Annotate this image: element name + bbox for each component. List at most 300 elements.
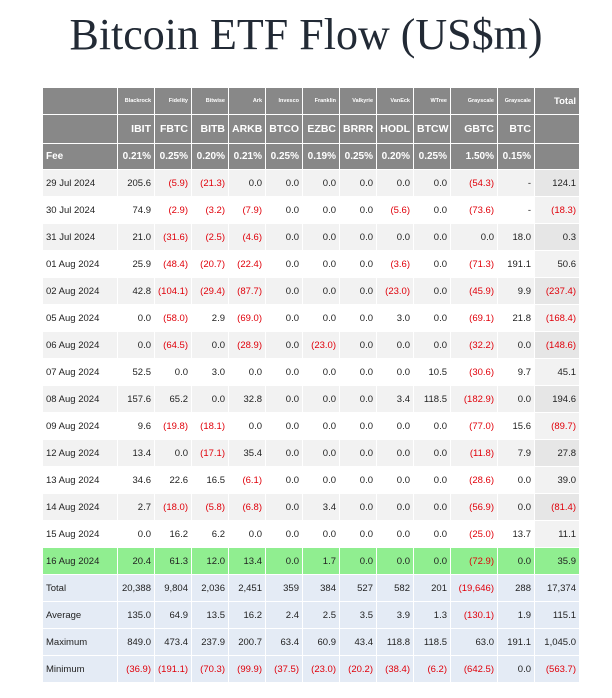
flow-cell: 15.6 bbox=[498, 413, 535, 440]
flow-cell: 0.0 bbox=[414, 521, 451, 548]
fee-cell: 0.25% bbox=[340, 144, 377, 170]
summary-cell: 135.0 bbox=[118, 602, 155, 629]
ticker-header: EZBC bbox=[303, 115, 340, 144]
flow-cell: (29.4) bbox=[192, 278, 229, 305]
flow-cell: 0.0 bbox=[414, 440, 451, 467]
flow-cell: 0.0 bbox=[377, 332, 414, 359]
issuer-header: Grayscale bbox=[451, 88, 498, 115]
flow-cell: (23.0) bbox=[377, 278, 414, 305]
flow-cell: 0.0 bbox=[266, 521, 303, 548]
summary-cell: 1.9 bbox=[498, 602, 535, 629]
etf-flow-table bbox=[42, 87, 580, 683]
summary-cell: 237.9 bbox=[192, 629, 229, 656]
fee-cell: 0.15% bbox=[498, 144, 535, 170]
summary-cell: 359 bbox=[266, 575, 303, 602]
flow-cell: 52.5 bbox=[118, 359, 155, 386]
summary-cell: (23.0) bbox=[303, 656, 340, 683]
fee-cell: 0.20% bbox=[377, 144, 414, 170]
flow-cell: 191.1 bbox=[498, 251, 535, 278]
flow-cell: (2.9) bbox=[155, 197, 192, 224]
summary-cell: 1.3 bbox=[414, 602, 451, 629]
flow-cell: 0.0 bbox=[414, 332, 451, 359]
flow-cell: 0.0 bbox=[377, 359, 414, 386]
flow-cell: 0.0 bbox=[340, 278, 377, 305]
issuer-header: Franklin bbox=[303, 88, 340, 115]
flow-cell: (87.7) bbox=[229, 278, 266, 305]
summary-cell: 527 bbox=[340, 575, 377, 602]
flow-cell: (69.0) bbox=[229, 305, 266, 332]
flow-cell: 21.8 bbox=[498, 305, 535, 332]
issuer-header-row bbox=[43, 88, 580, 115]
summary-cell: 2,036 bbox=[192, 575, 229, 602]
summary-cell: (70.3) bbox=[192, 656, 229, 683]
fee-row bbox=[43, 144, 580, 170]
flow-cell: 0.0 bbox=[340, 440, 377, 467]
total-cell: (148.6) bbox=[535, 332, 580, 359]
table-row bbox=[43, 197, 580, 224]
total-cell: (81.4) bbox=[535, 494, 580, 521]
flow-cell: (20.7) bbox=[192, 251, 229, 278]
flow-cell: 0.0 bbox=[340, 521, 377, 548]
flow-cell: 10.5 bbox=[414, 359, 451, 386]
corner-cell bbox=[43, 88, 118, 115]
date-cell: 02 Aug 2024 bbox=[43, 278, 118, 305]
flow-cell: 0.0 bbox=[229, 170, 266, 197]
flow-cell: 0.0 bbox=[303, 386, 340, 413]
flow-cell: (45.9) bbox=[451, 278, 498, 305]
flow-cell: 0.0 bbox=[414, 197, 451, 224]
flow-cell: (182.9) bbox=[451, 386, 498, 413]
flow-cell: 0.0 bbox=[340, 170, 377, 197]
flow-cell: 0.0 bbox=[340, 467, 377, 494]
flow-cell: 0.0 bbox=[303, 413, 340, 440]
summary-label: Total bbox=[43, 575, 118, 602]
flow-cell: (11.8) bbox=[451, 440, 498, 467]
summary-cell: 63.0 bbox=[451, 629, 498, 656]
summary-cell: 200.7 bbox=[229, 629, 266, 656]
fee-cell: 0.20% bbox=[192, 144, 229, 170]
summary-cell: 3.5 bbox=[340, 602, 377, 629]
summary-cell: 16.2 bbox=[229, 602, 266, 629]
summary-cell: 288 bbox=[498, 575, 535, 602]
summary-cell: 9,804 bbox=[155, 575, 192, 602]
flow-cell: 0.0 bbox=[303, 467, 340, 494]
total-cell: 11.1 bbox=[535, 521, 580, 548]
flow-cell: 34.6 bbox=[118, 467, 155, 494]
date-cell: 29 Jul 2024 bbox=[43, 170, 118, 197]
flow-cell: 0.0 bbox=[229, 359, 266, 386]
flow-cell: (28.9) bbox=[229, 332, 266, 359]
summary-row bbox=[43, 575, 580, 602]
fee-cell: 0.25% bbox=[155, 144, 192, 170]
total-cell: 124.1 bbox=[535, 170, 580, 197]
flow-cell: 0.0 bbox=[414, 548, 451, 575]
table-row bbox=[43, 251, 580, 278]
fee-cell: 1.50% bbox=[451, 144, 498, 170]
summary-cell: 849.0 bbox=[118, 629, 155, 656]
issuer-header: Grayscale bbox=[498, 88, 535, 115]
flow-cell: 0.0 bbox=[303, 278, 340, 305]
table-row bbox=[43, 278, 580, 305]
ticker-header: FBTC bbox=[155, 115, 192, 144]
flow-cell: (17.1) bbox=[192, 440, 229, 467]
flow-cell: 0.0 bbox=[192, 332, 229, 359]
flow-cell: (104.1) bbox=[155, 278, 192, 305]
summary-cell: 64.9 bbox=[155, 602, 192, 629]
flow-cell: (7.9) bbox=[229, 197, 266, 224]
issuer-header: Valkyrie bbox=[340, 88, 377, 115]
flow-cell: (77.0) bbox=[451, 413, 498, 440]
flow-cell: (2.5) bbox=[192, 224, 229, 251]
summary-cell: 201 bbox=[414, 575, 451, 602]
flow-cell: 0.0 bbox=[340, 305, 377, 332]
fee-cell: 0.25% bbox=[414, 144, 451, 170]
flow-cell: 9.6 bbox=[118, 413, 155, 440]
summary-label: Minimum bbox=[43, 656, 118, 683]
issuer-header: Bitwise bbox=[192, 88, 229, 115]
summary-cell: 2.5 bbox=[303, 602, 340, 629]
table-row bbox=[43, 359, 580, 386]
flow-cell: 0.0 bbox=[377, 521, 414, 548]
flow-cell: 0.0 bbox=[377, 224, 414, 251]
flow-cell: 3.0 bbox=[192, 359, 229, 386]
flow-cell: 0.0 bbox=[451, 224, 498, 251]
summary-cell: (130.1) bbox=[451, 602, 498, 629]
fee-cell: 0.21% bbox=[118, 144, 155, 170]
flow-cell: (6.1) bbox=[229, 467, 266, 494]
flow-cell: 0.0 bbox=[266, 548, 303, 575]
flow-cell: 0.0 bbox=[303, 170, 340, 197]
total-cell: 50.6 bbox=[535, 251, 580, 278]
summary-label: Average bbox=[43, 602, 118, 629]
date-cell: 12 Aug 2024 bbox=[43, 440, 118, 467]
flow-cell: 3.4 bbox=[377, 386, 414, 413]
total-cell: 0.3 bbox=[535, 224, 580, 251]
ticker-header: IBIT bbox=[118, 115, 155, 144]
ticker-header: BITB bbox=[192, 115, 229, 144]
summary-cell: (6.2) bbox=[414, 656, 451, 683]
total-cell: 45.1 bbox=[535, 359, 580, 386]
flow-cell: 0.0 bbox=[340, 359, 377, 386]
table-row bbox=[43, 467, 580, 494]
flow-cell: (71.3) bbox=[451, 251, 498, 278]
flow-cell: 0.0 bbox=[377, 467, 414, 494]
summary-cell: 582 bbox=[377, 575, 414, 602]
table-row-highlighted bbox=[43, 548, 580, 575]
summary-cell: 118.8 bbox=[377, 629, 414, 656]
flow-cell: (21.3) bbox=[192, 170, 229, 197]
flow-cell: 157.6 bbox=[118, 386, 155, 413]
flow-cell: (31.6) bbox=[155, 224, 192, 251]
flow-cell: 74.9 bbox=[118, 197, 155, 224]
flow-cell: (28.6) bbox=[451, 467, 498, 494]
flow-cell: 0.0 bbox=[377, 548, 414, 575]
flow-cell: 0.0 bbox=[229, 521, 266, 548]
flow-cell: (64.5) bbox=[155, 332, 192, 359]
flow-cell: 6.2 bbox=[192, 521, 229, 548]
flow-cell: (18.1) bbox=[192, 413, 229, 440]
flow-cell: 3.0 bbox=[377, 305, 414, 332]
flow-cell: 0.0 bbox=[266, 305, 303, 332]
issuer-header: Fidelity bbox=[155, 88, 192, 115]
date-cell: 08 Aug 2024 bbox=[43, 386, 118, 413]
flow-cell: - bbox=[498, 197, 535, 224]
table-row bbox=[43, 386, 580, 413]
flow-cell: (73.6) bbox=[451, 197, 498, 224]
flow-cell: 0.0 bbox=[155, 440, 192, 467]
summary-cell: (37.5) bbox=[266, 656, 303, 683]
fee-cell: 0.21% bbox=[229, 144, 266, 170]
flow-cell: 0.0 bbox=[340, 413, 377, 440]
table-row bbox=[43, 413, 580, 440]
flow-cell: 12.0 bbox=[192, 548, 229, 575]
date-cell: 01 Aug 2024 bbox=[43, 251, 118, 278]
date-cell: 14 Aug 2024 bbox=[43, 494, 118, 521]
flow-cell: (3.6) bbox=[377, 251, 414, 278]
flow-cell: (22.4) bbox=[229, 251, 266, 278]
flow-cell: 0.0 bbox=[414, 278, 451, 305]
flow-cell: 0.0 bbox=[303, 305, 340, 332]
flow-cell: 0.0 bbox=[266, 467, 303, 494]
flow-cell: 0.0 bbox=[340, 251, 377, 278]
flow-cell: 7.9 bbox=[498, 440, 535, 467]
date-cell: 05 Aug 2024 bbox=[43, 305, 118, 332]
flow-cell: 3.4 bbox=[303, 494, 340, 521]
summary-cell: 20,388 bbox=[118, 575, 155, 602]
flow-cell: 61.3 bbox=[155, 548, 192, 575]
table-row bbox=[43, 305, 580, 332]
table-row bbox=[43, 224, 580, 251]
flow-cell: 0.0 bbox=[377, 170, 414, 197]
flow-cell: (25.0) bbox=[451, 521, 498, 548]
summary-total-cell: (563.7) bbox=[535, 656, 580, 683]
ticker-header: BRRR bbox=[340, 115, 377, 144]
summary-cell: (19,646) bbox=[451, 575, 498, 602]
total-header-spacer bbox=[535, 115, 580, 144]
flow-cell: 0.0 bbox=[414, 494, 451, 521]
flow-cell: 0.0 bbox=[155, 359, 192, 386]
summary-cell: 2,451 bbox=[229, 575, 266, 602]
flow-cell: 16.2 bbox=[155, 521, 192, 548]
flow-cell: 0.0 bbox=[340, 494, 377, 521]
flow-cell: (58.0) bbox=[155, 305, 192, 332]
flow-cell: 0.0 bbox=[266, 359, 303, 386]
flow-cell: 0.0 bbox=[414, 413, 451, 440]
total-cell: (168.4) bbox=[535, 305, 580, 332]
flow-cell: 0.0 bbox=[303, 521, 340, 548]
date-cell: 06 Aug 2024 bbox=[43, 332, 118, 359]
total-cell: (237.4) bbox=[535, 278, 580, 305]
flow-cell: 0.0 bbox=[377, 413, 414, 440]
flow-cell: 0.0 bbox=[414, 305, 451, 332]
flow-cell: 0.0 bbox=[303, 359, 340, 386]
flow-cell: 1.7 bbox=[303, 548, 340, 575]
summary-cell: (38.4) bbox=[377, 656, 414, 683]
summary-row bbox=[43, 656, 580, 683]
ticker-header: BTCW bbox=[414, 115, 451, 144]
flow-cell: (5.6) bbox=[377, 197, 414, 224]
flow-cell: 0.0 bbox=[414, 467, 451, 494]
total-cell: (89.7) bbox=[535, 413, 580, 440]
summary-cell: 473.4 bbox=[155, 629, 192, 656]
flow-cell: 20.4 bbox=[118, 548, 155, 575]
flow-cell: 0.0 bbox=[303, 440, 340, 467]
issuer-header: VanEck bbox=[377, 88, 414, 115]
ticker-header: GBTC bbox=[451, 115, 498, 144]
date-cell: 07 Aug 2024 bbox=[43, 359, 118, 386]
corner-cell bbox=[43, 115, 118, 144]
flow-cell: (4.6) bbox=[229, 224, 266, 251]
flow-cell: (48.4) bbox=[155, 251, 192, 278]
flow-cell: (23.0) bbox=[303, 332, 340, 359]
flow-cell: (19.8) bbox=[155, 413, 192, 440]
flow-cell: 0.0 bbox=[498, 332, 535, 359]
flow-cell: 2.7 bbox=[118, 494, 155, 521]
flow-cell: 0.0 bbox=[498, 494, 535, 521]
flow-cell: 0.0 bbox=[192, 386, 229, 413]
table-row bbox=[43, 521, 580, 548]
flow-cell: 42.8 bbox=[118, 278, 155, 305]
date-cell: 13 Aug 2024 bbox=[43, 467, 118, 494]
summary-cell: 384 bbox=[303, 575, 340, 602]
summary-total-cell: 115.1 bbox=[535, 602, 580, 629]
flow-cell: 0.0 bbox=[340, 224, 377, 251]
summary-row bbox=[43, 629, 580, 656]
flow-cell: (54.3) bbox=[451, 170, 498, 197]
flow-cell: 0.0 bbox=[340, 332, 377, 359]
flow-cell: 0.0 bbox=[266, 251, 303, 278]
flow-cell: 0.0 bbox=[303, 224, 340, 251]
flow-cell: 0.0 bbox=[414, 170, 451, 197]
fee-cell: 0.19% bbox=[303, 144, 340, 170]
fee-label: Fee bbox=[43, 144, 118, 170]
total-cell: 194.6 bbox=[535, 386, 580, 413]
flow-cell: (69.1) bbox=[451, 305, 498, 332]
flow-cell: 0.0 bbox=[266, 494, 303, 521]
date-cell: 30 Jul 2024 bbox=[43, 197, 118, 224]
issuer-header: Ark bbox=[229, 88, 266, 115]
ticker-header-row bbox=[43, 115, 580, 144]
flow-cell: 0.0 bbox=[340, 386, 377, 413]
summary-cell: 13.5 bbox=[192, 602, 229, 629]
fee-cell: 0.25% bbox=[266, 144, 303, 170]
flow-cell: 0.0 bbox=[498, 386, 535, 413]
summary-cell: (99.9) bbox=[229, 656, 266, 683]
page-title: Bitcoin ETF Flow (US$m) bbox=[69, 10, 543, 59]
summary-cell: (642.5) bbox=[451, 656, 498, 683]
flow-cell: 0.0 bbox=[303, 251, 340, 278]
table-row bbox=[43, 440, 580, 467]
fee-total-cell bbox=[535, 144, 580, 170]
summary-cell: (191.1) bbox=[155, 656, 192, 683]
summary-cell: 43.4 bbox=[340, 629, 377, 656]
flow-cell: 0.0 bbox=[498, 467, 535, 494]
summary-cell: (20.2) bbox=[340, 656, 377, 683]
flow-cell: 13.4 bbox=[229, 548, 266, 575]
flow-cell: (5.8) bbox=[192, 494, 229, 521]
flow-cell: 21.0 bbox=[118, 224, 155, 251]
flow-cell: 0.0 bbox=[498, 548, 535, 575]
flow-cell: 25.9 bbox=[118, 251, 155, 278]
date-cell: 15 Aug 2024 bbox=[43, 521, 118, 548]
flow-cell: 0.0 bbox=[303, 197, 340, 224]
date-cell: 09 Aug 2024 bbox=[43, 413, 118, 440]
summary-total-cell: 17,374 bbox=[535, 575, 580, 602]
flow-cell: 0.0 bbox=[118, 305, 155, 332]
flow-cell: 0.0 bbox=[266, 332, 303, 359]
flow-cell: 0.0 bbox=[266, 197, 303, 224]
issuer-header: Invesco bbox=[266, 88, 303, 115]
flow-cell: 13.4 bbox=[118, 440, 155, 467]
summary-row bbox=[43, 602, 580, 629]
flow-cell: 0.0 bbox=[377, 440, 414, 467]
table-body bbox=[43, 170, 580, 683]
summary-cell: 60.9 bbox=[303, 629, 340, 656]
flow-cell: 16.5 bbox=[192, 467, 229, 494]
summary-cell: 2.4 bbox=[266, 602, 303, 629]
issuer-header: Blackrock bbox=[118, 88, 155, 115]
summary-cell: 118.5 bbox=[414, 629, 451, 656]
ticker-header: BTC bbox=[498, 115, 535, 144]
flow-cell: (56.9) bbox=[451, 494, 498, 521]
summary-cell: (36.9) bbox=[118, 656, 155, 683]
flow-cell: 35.4 bbox=[229, 440, 266, 467]
flow-cell: (3.2) bbox=[192, 197, 229, 224]
total-cell: 27.8 bbox=[535, 440, 580, 467]
total-cell: 39.0 bbox=[535, 467, 580, 494]
summary-cell: 0.0 bbox=[498, 656, 535, 683]
flow-cell: 0.0 bbox=[229, 413, 266, 440]
flow-cell: (30.6) bbox=[451, 359, 498, 386]
date-cell: 31 Jul 2024 bbox=[43, 224, 118, 251]
issuer-header: WTree bbox=[414, 88, 451, 115]
flow-cell: 18.0 bbox=[498, 224, 535, 251]
summary-cell: 191.1 bbox=[498, 629, 535, 656]
ticker-header: ARKB bbox=[229, 115, 266, 144]
flow-cell: 32.8 bbox=[229, 386, 266, 413]
table-header bbox=[43, 88, 580, 170]
flow-cell: 0.0 bbox=[266, 413, 303, 440]
flow-cell: 0.0 bbox=[266, 440, 303, 467]
flow-cell: 205.6 bbox=[118, 170, 155, 197]
ticker-header: HODL bbox=[377, 115, 414, 144]
flow-cell: 65.2 bbox=[155, 386, 192, 413]
ticker-header: BTCO bbox=[266, 115, 303, 144]
flow-cell: (18.0) bbox=[155, 494, 192, 521]
flow-cell: 0.0 bbox=[118, 521, 155, 548]
flow-cell: 118.5 bbox=[414, 386, 451, 413]
flow-cell: 22.6 bbox=[155, 467, 192, 494]
flow-cell: (5.9) bbox=[155, 170, 192, 197]
summary-cell: 63.4 bbox=[266, 629, 303, 656]
flow-cell: (72.9) bbox=[451, 548, 498, 575]
flow-cell: 0.0 bbox=[414, 251, 451, 278]
flow-cell: 0.0 bbox=[266, 278, 303, 305]
flow-cell: 0.0 bbox=[266, 170, 303, 197]
total-cell: (18.3) bbox=[535, 197, 580, 224]
total-cell: 35.9 bbox=[535, 548, 580, 575]
flow-cell: 0.0 bbox=[266, 224, 303, 251]
table-row bbox=[43, 332, 580, 359]
summary-total-cell: 1,045.0 bbox=[535, 629, 580, 656]
table-row bbox=[43, 170, 580, 197]
date-cell: 16 Aug 2024 bbox=[43, 548, 118, 575]
flow-cell: 0.0 bbox=[266, 386, 303, 413]
flow-cell: 9.7 bbox=[498, 359, 535, 386]
flow-cell: 0.0 bbox=[340, 197, 377, 224]
flow-cell: 0.0 bbox=[118, 332, 155, 359]
flow-cell: - bbox=[498, 170, 535, 197]
